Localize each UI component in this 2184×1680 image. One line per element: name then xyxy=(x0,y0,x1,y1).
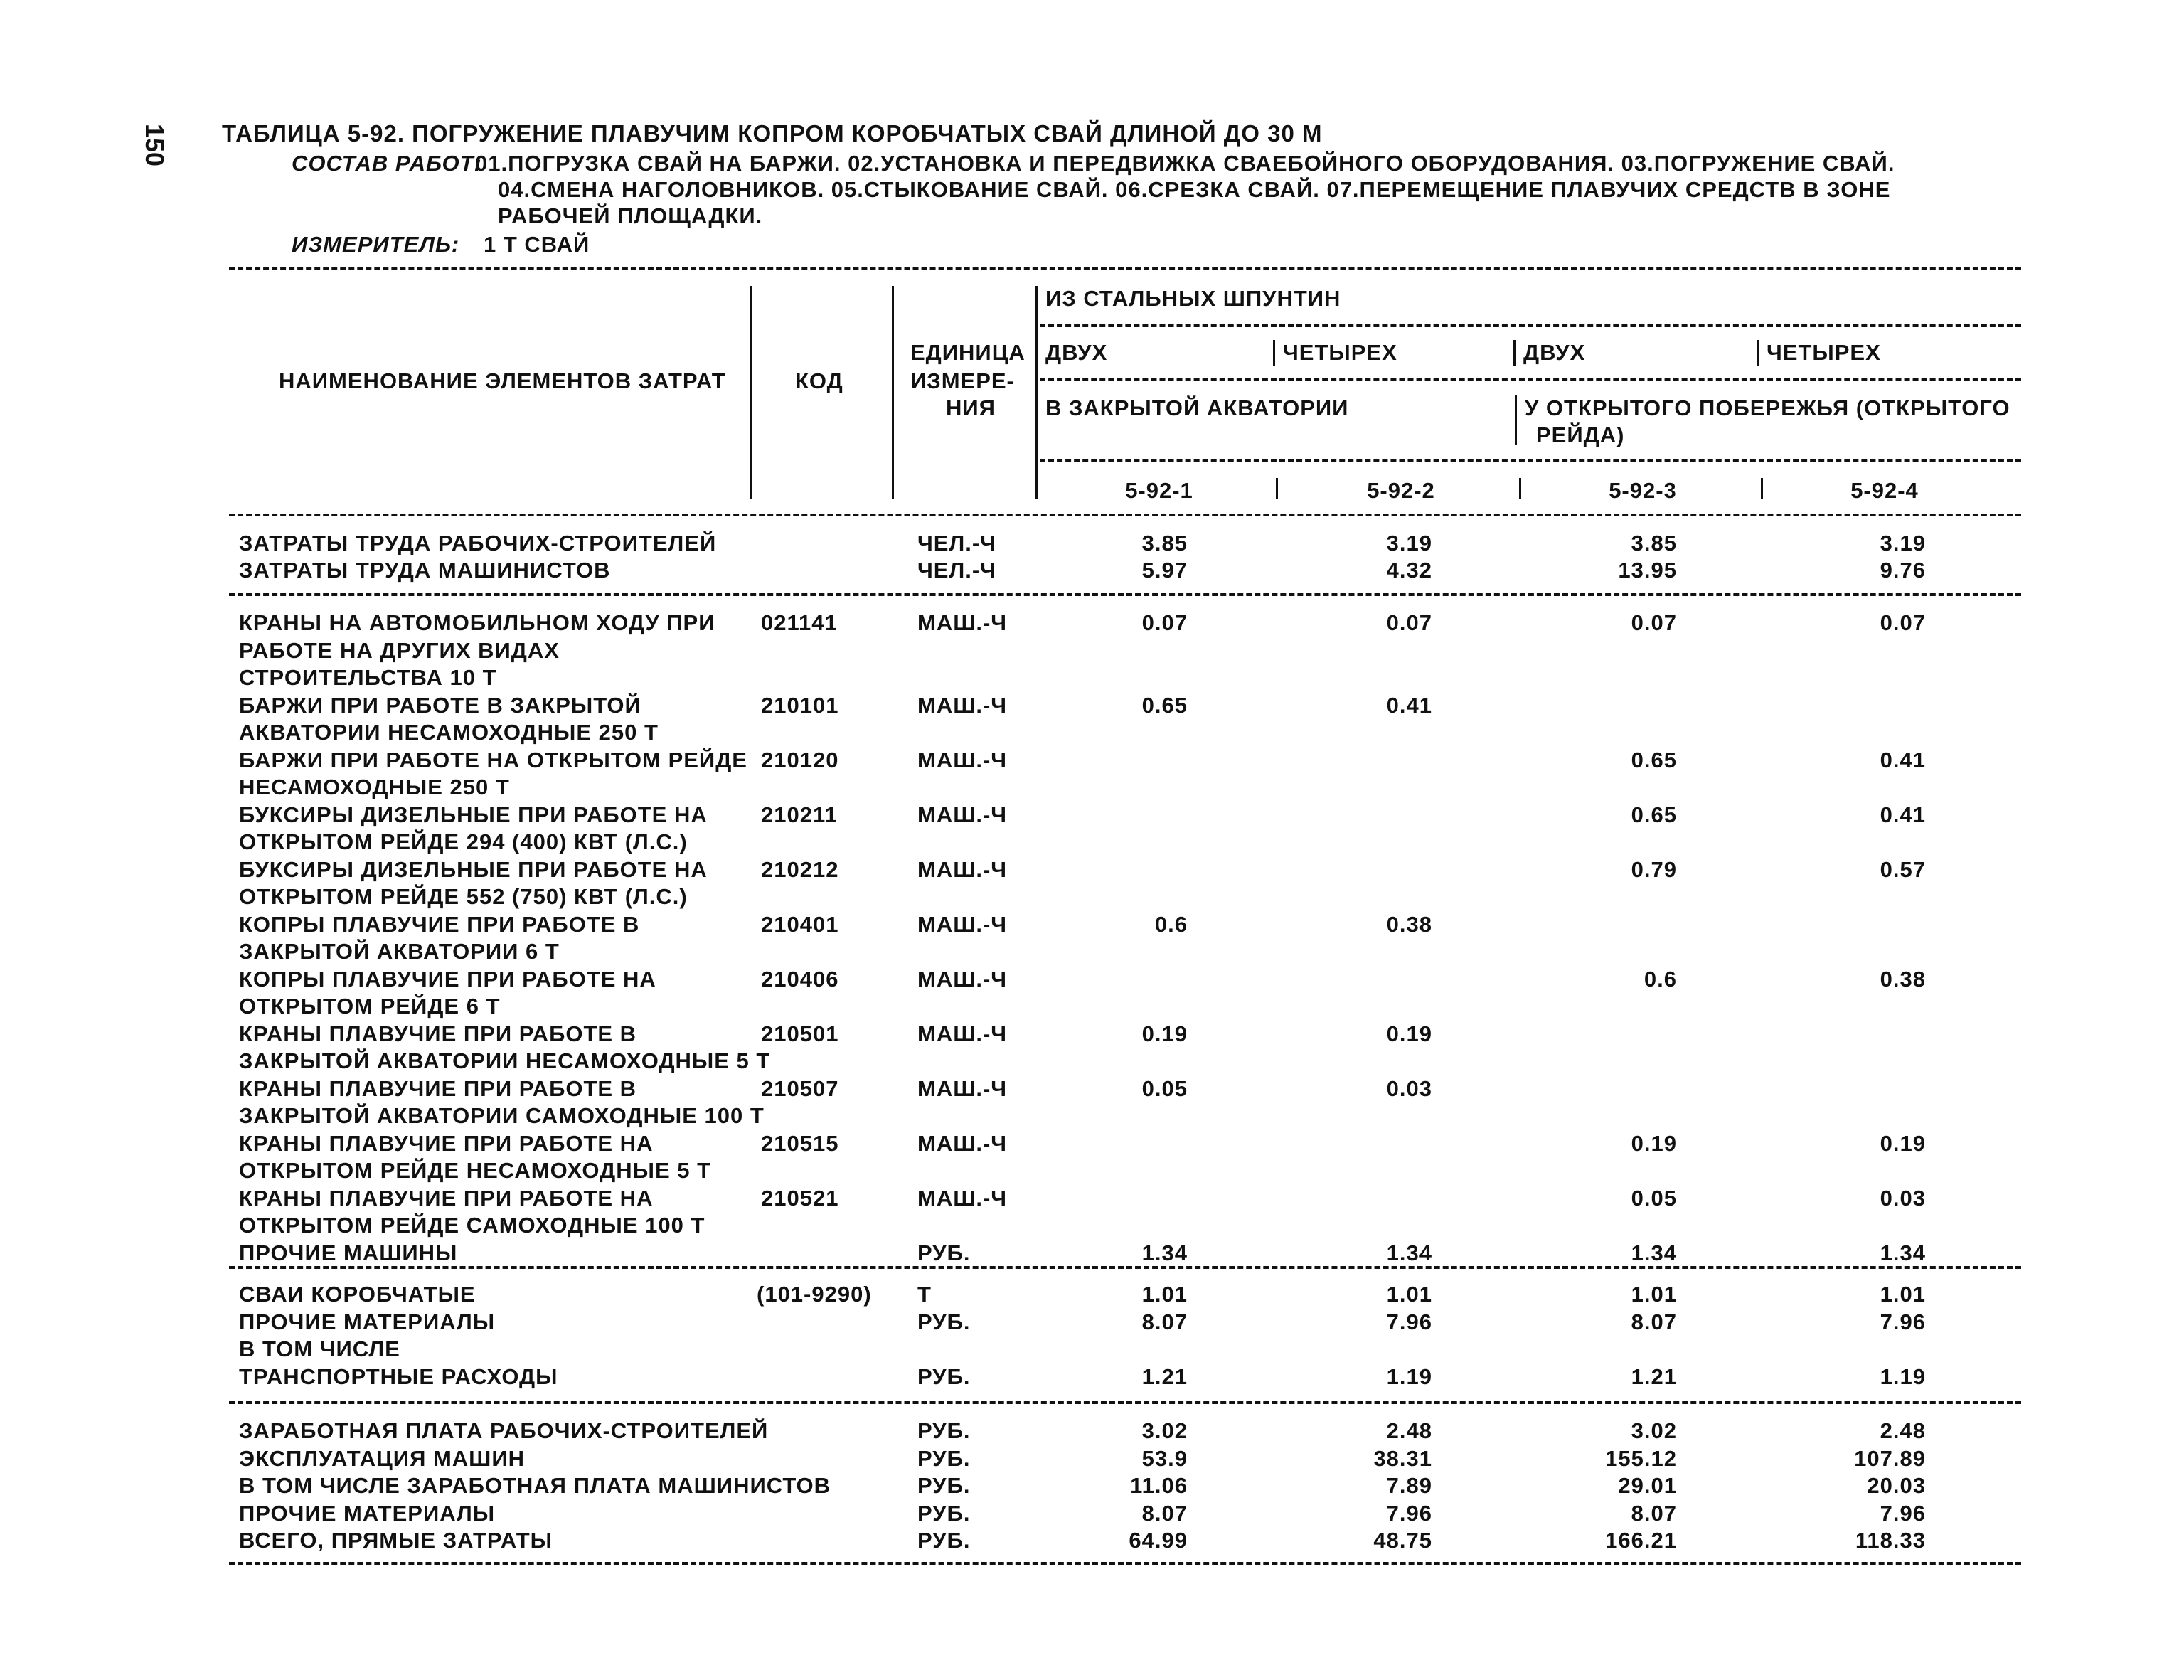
row-value: 8.07 xyxy=(1631,1309,1677,1334)
row-name: ОТКРЫТОМ РЕЙДЕ 552 (750) КВТ (Л.С.) xyxy=(239,884,688,909)
row-name: АКВАТОРИИ НЕСАМОХОДНЫЕ 250 Т xyxy=(239,720,659,745)
row-unit: ЧЕЛ.-Ч xyxy=(917,558,996,583)
header-name-column: НАИМЕНОВАНИЕ ЭЛЕМЕНТОВ ЗАТРАТ xyxy=(279,368,726,393)
row-value: 0.07 xyxy=(1386,610,1432,635)
row-name: ЗАКРЫТОЙ АКВАТОРИИ САМОХОДНЫЕ 100 Т xyxy=(239,1103,765,1128)
header-rule-location xyxy=(1040,459,2021,462)
row-name: НЕСАМОХОДНЫЕ 250 Т xyxy=(239,775,510,799)
row-value: 1.19 xyxy=(1386,1363,1432,1389)
row-unit: МАШ.-Ч xyxy=(917,747,1008,772)
row-code: (101-9290) xyxy=(757,1282,872,1307)
row-value: 7.96 xyxy=(1880,1500,1926,1526)
header-code-2: 5-92-2 xyxy=(1367,478,1435,503)
row-value: 11.06 xyxy=(1130,1473,1188,1498)
header-code-3: 5-92-3 xyxy=(1609,478,1677,503)
row-unit: РУБ. xyxy=(917,1473,971,1498)
row-value: 1.19 xyxy=(1880,1363,1926,1389)
row-name: ОТКРЫТОМ РЕЙДЕ САМОХОДНЫЕ 100 Т xyxy=(239,1213,705,1238)
row-value: 1.34 xyxy=(1880,1240,1926,1265)
row-value: 1.21 xyxy=(1631,1363,1677,1389)
row-name: КРАНЫ ПЛАВУЧИЕ ПРИ РАБОТЕ НА xyxy=(239,1130,654,1156)
header-count-4: ЧЕТЫРЕХ xyxy=(1767,340,1881,365)
row-code: 021141 xyxy=(761,610,838,635)
row-value: 3.02 xyxy=(1631,1418,1677,1443)
row-code: 210211 xyxy=(761,802,838,827)
header-unit-line-3: НИЯ xyxy=(946,395,996,420)
row-name: В ТОМ ЧИСЛЕ xyxy=(239,1336,400,1361)
row-unit: РУБ. xyxy=(917,1445,971,1471)
header-rule-count xyxy=(1040,378,2021,381)
row-value: 1.01 xyxy=(1880,1282,1926,1307)
row-value: 118.33 xyxy=(1855,1528,1926,1553)
row-name: КРАНЫ НА АВТОМОБИЛЬНОМ ХОДУ ПРИ xyxy=(239,610,715,635)
row-name: В ТОМ ЧИСЛЕ ЗАРАБОТНАЯ ПЛАТА МАШИНИСТОВ xyxy=(239,1473,831,1498)
row-value: 9.76 xyxy=(1880,558,1926,583)
row-name: ОТКРЫТОМ РЕЙДЕ 294 (400) КВТ (Л.С.) xyxy=(239,829,688,854)
row-value: 0.57 xyxy=(1880,856,1926,882)
row-name: КРАНЫ ПЛАВУЧИЕ ПРИ РАБОТЕ НА xyxy=(239,1185,654,1211)
row-value: 13.95 xyxy=(1618,558,1677,583)
row-value: 48.75 xyxy=(1373,1528,1432,1553)
row-value: 0.41 xyxy=(1386,692,1432,718)
row-value: 1.34 xyxy=(1631,1240,1677,1265)
row-value: 29.01 xyxy=(1618,1473,1677,1498)
row-value: 7.96 xyxy=(1386,1500,1432,1526)
row-unit: МАШ.-Ч xyxy=(917,1021,1008,1046)
row-value: 0.65 xyxy=(1631,747,1677,772)
row-value: 0.05 xyxy=(1631,1185,1677,1211)
row-value: 0.65 xyxy=(1631,802,1677,827)
row-value: 53.9 xyxy=(1141,1445,1188,1471)
row-value: 0.41 xyxy=(1880,802,1926,827)
row-value: 0.65 xyxy=(1141,692,1188,718)
header-count-2: ЧЕТЫРЕХ xyxy=(1283,340,1397,365)
row-value: 0.19 xyxy=(1386,1021,1432,1046)
row-name: ПРОЧИЕ МАТЕРИАЛЫ xyxy=(239,1500,496,1526)
row-name: КОПРЫ ПЛАВУЧИЕ ПРИ РАБОТЕ В xyxy=(239,911,640,937)
row-code: 210521 xyxy=(761,1185,839,1211)
row-name: БАРЖИ ПРИ РАБОТЕ В ЗАКРЫТОЙ xyxy=(239,692,641,718)
row-name: ЗАТРАТЫ ТРУДА РАБОЧИХ-СТРОИТЕЛЕЙ xyxy=(239,531,717,555)
row-unit: РУБ. xyxy=(917,1418,971,1443)
row-value: 1.01 xyxy=(1386,1282,1432,1307)
row-name: ТРАНСПОРТНЫЕ РАСХОДЫ xyxy=(239,1363,558,1389)
row-name: ПРОЧИЕ МАШИНЫ xyxy=(239,1240,458,1265)
row-value: 0.6 xyxy=(1154,911,1188,937)
row-value: 0.38 xyxy=(1880,966,1926,991)
measure-label: ИЗМЕРИТЕЛЬ: xyxy=(292,232,460,257)
section-rule-labor xyxy=(229,593,2021,596)
header-divider-count-1 xyxy=(1273,340,1275,366)
row-code: 210212 xyxy=(761,856,839,882)
measure-value: 1 Т СВАЙ xyxy=(484,232,590,257)
row-name: ЭКСПЛУАТАЦИЯ МАШИН xyxy=(239,1445,526,1471)
row-value: 3.85 xyxy=(1141,531,1188,555)
row-name: СТРОИТЕЛЬСТВА 10 Т xyxy=(239,665,497,690)
header-rule-material xyxy=(1040,324,2021,327)
row-value: 3.19 xyxy=(1386,531,1432,555)
row-name: КОПРЫ ПЛАВУЧИЕ ПРИ РАБОТЕ НА xyxy=(239,966,656,991)
row-value: 8.07 xyxy=(1141,1309,1188,1334)
composition-line-1: 01.ПОГРУЗКА СВАЙ НА БАРЖИ. 02.УСТАНОВКА И ПЕРЕДВИЖКА СВАЕБОЙНОГО ОБОРУДОВАНИЯ. 03.ПОГРУЖЕНИЕ СВАЙ. xyxy=(475,151,1895,176)
header-location-open-2: РЕЙДА) xyxy=(1536,422,1625,447)
row-value: 0.6 xyxy=(1644,966,1677,991)
row-unit: МАШ.-Ч xyxy=(917,966,1008,991)
row-value: 166.21 xyxy=(1605,1528,1677,1553)
row-value: 1.34 xyxy=(1141,1240,1188,1265)
composition-line-3: РАБОЧЕЙ ПЛОЩАДКИ. xyxy=(498,203,763,228)
row-value: 0.07 xyxy=(1880,610,1926,635)
row-value: 38.31 xyxy=(1373,1445,1432,1471)
header-divider-count-3 xyxy=(1757,340,1759,366)
header-count-1: ДВУХ xyxy=(1045,340,1108,365)
row-name: БУКСИРЫ ДИЗЕЛЬНЫЕ ПРИ РАБОТЕ НА xyxy=(239,802,708,827)
row-code: 210406 xyxy=(761,966,839,991)
row-value: 2.48 xyxy=(1386,1418,1432,1443)
header-divider-code-1 xyxy=(1276,478,1278,499)
row-value: 0.19 xyxy=(1631,1130,1677,1156)
row-unit: МАШ.-Ч xyxy=(917,1130,1008,1156)
header-divider-code-3 xyxy=(1761,478,1763,499)
header-top-rule xyxy=(229,267,2021,270)
row-unit: МАШ.-Ч xyxy=(917,1075,1008,1101)
composition-label: СОСТАВ РАБОТ: xyxy=(292,151,482,176)
row-code: 210515 xyxy=(761,1130,839,1156)
row-name: ЗАРАБОТНАЯ ПЛАТА РАБОЧИХ-СТРОИТЕЛЕЙ xyxy=(239,1418,769,1443)
row-value: 20.03 xyxy=(1867,1473,1926,1498)
row-value: 64.99 xyxy=(1129,1528,1188,1553)
row-value: 0.79 xyxy=(1631,856,1677,882)
header-bottom-rule xyxy=(229,514,2021,516)
row-name: СВАИ КОРОБЧАТЫЕ xyxy=(239,1282,476,1307)
row-code: 210120 xyxy=(761,747,839,772)
row-name: КРАНЫ ПЛАВУЧИЕ ПРИ РАБОТЕ В xyxy=(239,1075,637,1101)
header-location-open-1: У ОТКРЫТОГО ПОБЕРЕЖЬЯ (ОТКРЫТОГО xyxy=(1525,395,2010,420)
row-unit: МАШ.-Ч xyxy=(917,692,1008,718)
row-unit: РУБ. xyxy=(917,1528,971,1553)
row-name: БАРЖИ ПРИ РАБОТЕ НА ОТКРЫТОМ РЕЙДЕ xyxy=(239,747,747,772)
header-unit-line-2: ИЗМЕРЕ- xyxy=(910,368,1015,393)
row-value: 0.38 xyxy=(1386,911,1432,937)
table-title: ТАБЛИЦА 5-92. ПОГРУЖЕНИЕ ПЛАВУЧИМ КОПРОМ КОРОБЧАТЫХ СВАЙ ДЛИНОЙ ДО 30 М xyxy=(222,120,1323,147)
row-name: ПРОЧИЕ МАТЕРИАЛЫ xyxy=(239,1309,496,1334)
row-value: 7.89 xyxy=(1386,1473,1432,1498)
row-value: 0.05 xyxy=(1141,1075,1188,1101)
row-unit: РУБ. xyxy=(917,1240,971,1265)
row-value: 4.32 xyxy=(1386,558,1432,583)
header-unit-line-1: ЕДИНИЦА xyxy=(910,340,1026,365)
row-unit: РУБ. xyxy=(917,1363,971,1389)
row-value: 2.48 xyxy=(1880,1418,1926,1443)
row-name: БУКСИРЫ ДИЗЕЛЬНЫЕ ПРИ РАБОТЕ НА xyxy=(239,856,708,882)
row-code: 210401 xyxy=(761,911,839,937)
row-value: 1.34 xyxy=(1386,1240,1432,1265)
section-rule-materials xyxy=(229,1401,2021,1404)
page-number: 150 xyxy=(140,124,169,167)
row-unit: МАШ.-Ч xyxy=(917,802,1008,827)
row-unit: МАШ.-Ч xyxy=(917,911,1008,937)
row-value: 0.07 xyxy=(1141,610,1188,635)
row-name: КРАНЫ ПЛАВУЧИЕ ПРИ РАБОТЕ В xyxy=(239,1021,637,1046)
row-value: 107.89 xyxy=(1854,1445,1926,1471)
row-name: ОТКРЫТОМ РЕЙДЕ 6 Т xyxy=(239,994,501,1019)
row-value: 8.07 xyxy=(1631,1500,1677,1526)
row-value: 5.97 xyxy=(1141,558,1188,583)
row-value: 1.21 xyxy=(1141,1363,1188,1389)
row-unit: МАШ.-Ч xyxy=(917,1185,1008,1211)
header-count-3: ДВУХ xyxy=(1523,340,1586,365)
row-unit: ЧЕЛ.-Ч xyxy=(917,531,996,555)
header-divider-location xyxy=(1515,395,1517,445)
row-unit: МАШ.-Ч xyxy=(917,856,1008,882)
row-value: 1.01 xyxy=(1631,1282,1677,1307)
row-value: 0.41 xyxy=(1880,747,1926,772)
row-value: 0.19 xyxy=(1880,1130,1926,1156)
row-name: ЗАКРЫТОЙ АКВАТОРИИ НЕСАМОХОДНЫЕ 5 Т xyxy=(239,1048,771,1073)
composition-line-2: 04.СМЕНА НАГОЛОВНИКОВ. 05.СТЫКОВАНИЕ СВАЙ. 06.СРЕЗКА СВАЙ. 07.ПЕРЕМЕЩЕНИЕ ПЛАВУЧИХ СРЕДСТВ В ЗОНЕ xyxy=(498,177,1891,202)
table-bottom-rule xyxy=(229,1562,2021,1565)
header-divider-code xyxy=(892,286,894,499)
row-name: ОТКРЫТОМ РЕЙДЕ НЕСАМОХОДНЫЕ 5 Т xyxy=(239,1158,712,1183)
row-value: 155.12 xyxy=(1605,1445,1677,1471)
row-value: 3.19 xyxy=(1880,531,1926,555)
row-code: 210507 xyxy=(761,1075,839,1101)
header-divider-count-2 xyxy=(1513,340,1516,366)
row-value: 0.07 xyxy=(1631,610,1677,635)
header-location-closed: В ЗАКРЫТОЙ АКВАТОРИИ xyxy=(1045,395,1349,420)
row-value: 0.03 xyxy=(1386,1075,1432,1101)
header-divider-unit xyxy=(1035,286,1038,499)
header-code-1: 5-92-1 xyxy=(1125,478,1193,503)
row-unit: Т xyxy=(917,1282,932,1307)
row-value: 1.01 xyxy=(1141,1282,1188,1307)
row-value: 8.07 xyxy=(1141,1500,1188,1526)
row-value: 0.19 xyxy=(1141,1021,1188,1046)
row-value: 7.96 xyxy=(1386,1309,1432,1334)
row-name: РАБОТЕ НА ДРУГИХ ВИДАХ xyxy=(239,637,560,663)
row-unit: МАШ.-Ч xyxy=(917,610,1008,635)
header-code-4: 5-92-4 xyxy=(1850,478,1919,503)
row-name: ЗАТРАТЫ ТРУДА МАШИНИСТОВ xyxy=(239,558,611,583)
section-rule-machines xyxy=(229,1266,2021,1269)
header-material: ИЗ СТАЛЬНЫХ ШПУНТИН xyxy=(1045,286,1341,311)
row-value: 7.96 xyxy=(1880,1309,1926,1334)
row-code: 210501 xyxy=(761,1021,839,1046)
row-unit: РУБ. xyxy=(917,1309,971,1334)
row-unit: РУБ. xyxy=(917,1500,971,1526)
row-value: 3.85 xyxy=(1631,531,1677,555)
row-value: 0.03 xyxy=(1880,1185,1926,1211)
row-name: ВСЕГО, ПРЯМЫЕ ЗАТРАТЫ xyxy=(239,1528,553,1553)
row-code: 210101 xyxy=(761,692,839,718)
row-name: ЗАКРЫТОЙ АКВАТОРИИ 6 Т xyxy=(239,939,560,964)
header-code-column: КОД xyxy=(795,368,843,393)
row-value: 3.02 xyxy=(1141,1418,1188,1443)
header-divider-name xyxy=(750,286,752,499)
header-divider-code-2 xyxy=(1519,478,1521,499)
